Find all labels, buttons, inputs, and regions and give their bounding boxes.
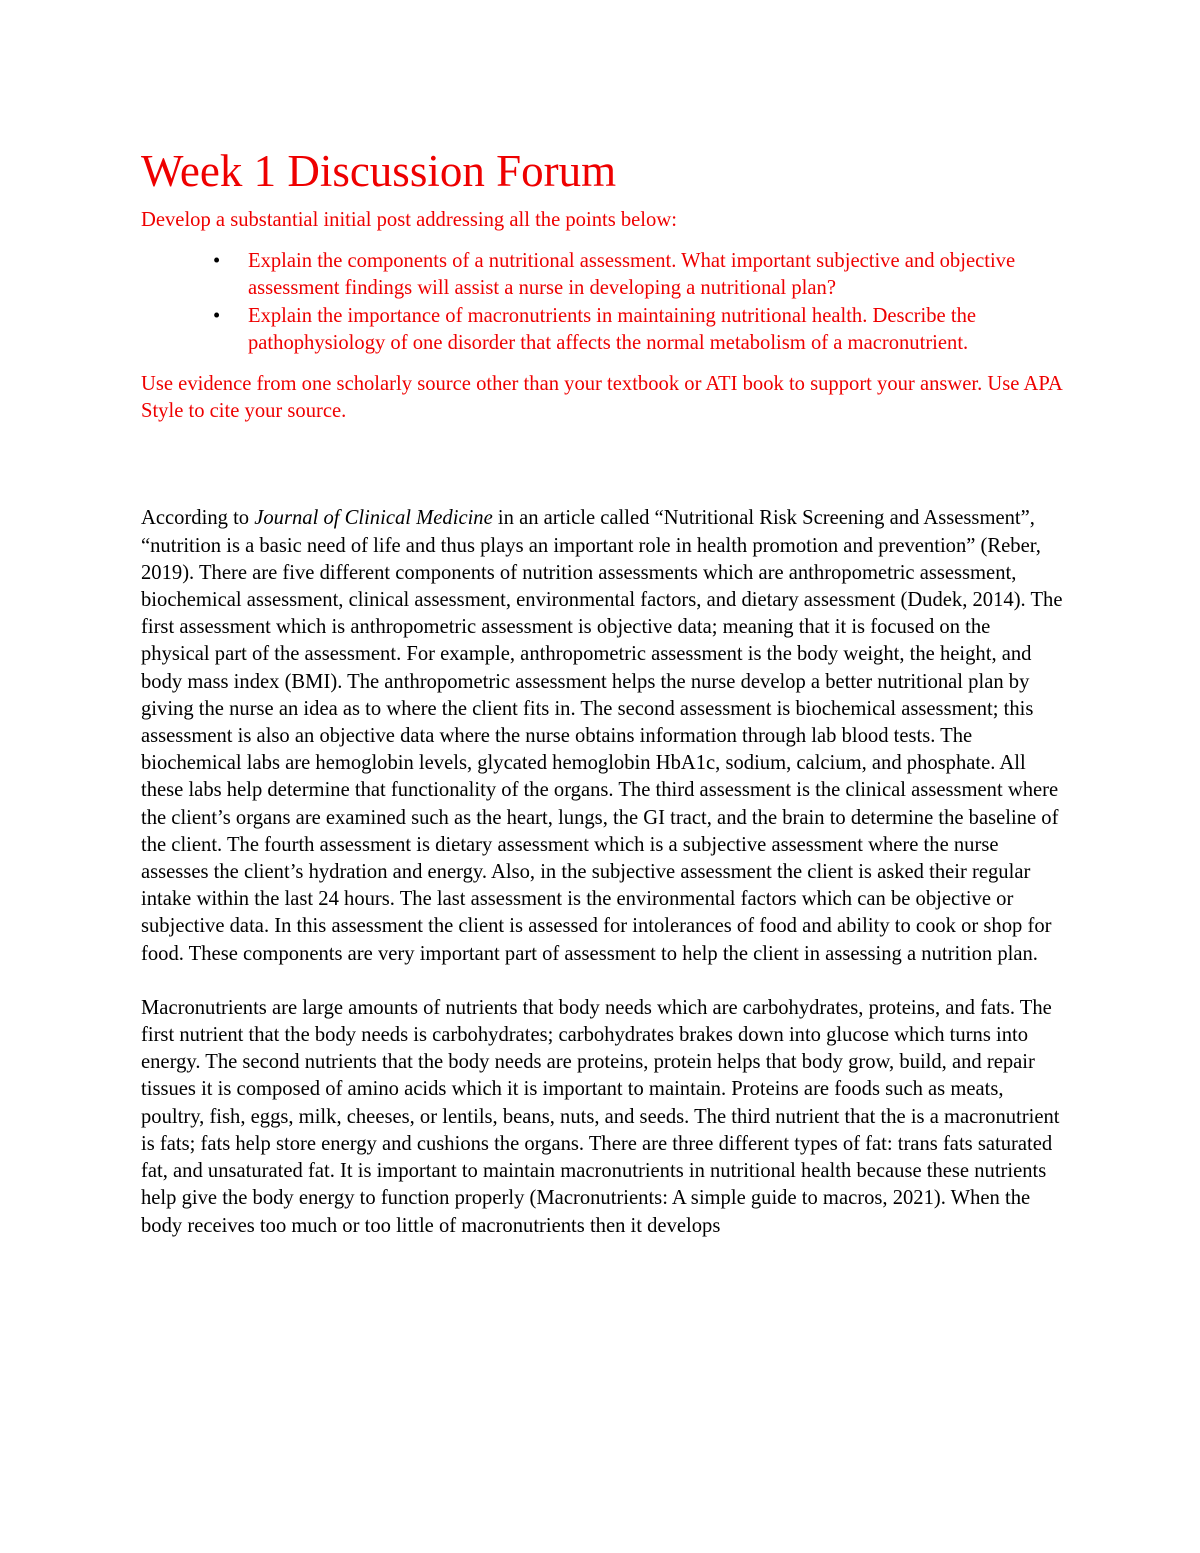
prompt-bullet-list <box>141 248 1063 357</box>
bullet-icon: • <box>213 304 221 327</box>
paragraph-rest: in an article called “Nutritional Risk Screening and Assessment”, “nutrition is a basic need of life and thus plays an important role in health promotion and prevention” (Reber, 2019). There are five different components of nutrition assessments which are anthropometric assessment, biochemical assessment, clinical assessment, environmental factors, and dietary assessment (Dudek, 2014). The first assessment which is anthropometric assessment is objective data; meaning that it is focused on the physical part of the assessment. For example, anthropometric assessment is the body weight, the height, and body mass index (BMI). The anthropometric assessment helps the nurse develop a better nutritional plan by giving the nurse an idea as to where the client fits in. The second assessment is biochemical assessment; this assessment is also an objective data where the nurse obtains information through lab blood tests. The biochemical labs are hemoglobin levels, glycated hemoglobin HbA1c, sodium, calcium, and phosphate. All these labs help determine that functionality of the organs. The third assessment is the clinical assessment where the client’s organs are examined such as the heart, lungs, the GI tract, and the brain to determine the baseline of the client. The fourth assessment is dietary assessment which is a subjective assessment where the nurse assesses the client’s hydration and energy. Also, in the subjective assessment the client is asked their regular intake within the last 24 hours. The last assessment is the environmental factors which can be objective or subjective data. In this assessment the client is assessed for intolerances of food and ability to cook or shop for food. These components are very important part of assessment to help the client in assessing a nutrition plan. <box>141 507 1063 965</box>
list-item <box>141 303 1063 357</box>
document-page <box>141 145 1063 1267</box>
body-paragraph-macronutrients: Macronutrients are large amounts of nutrients that body needs which are carbohydrates, proteins, and fats. The first nutrient that the body needs is carbohydrates; carbohydrates brakes down into glucose which turns into energy. The second nutrients that the body needs are proteins, protein helps that body grow, build, and repair tissues it is composed of amino acids which it is important to maintain. Proteins are foods such as meats, poultry, fish, eggs, milk, cheeses, or lentils, beans, nuts, and seeds. The third nutrient that the is a macronutrient is fats; fats help store energy and cushions the organs. There are three different types of fat: trans fats saturated fat, and unsaturated fat. It is important to maintain macronutrients in nutritional health because these nutrients help give the body energy to function properly (Macronutrients: A simple guide to macros, 2021). When the body receives too much or too little of macronutrients then it develops <box>141 996 1060 1237</box>
list-item <box>141 248 1063 302</box>
bullet-text: Explain the components of a nutritional assessment. What important subjective and objective assessment findings will assist a nurse in developing a nutritional plan? <box>248 250 1016 300</box>
bullet-text: Explain the importance of macronutrients in maintaining nutritional health. Describe the pathophysiology of one disorder that affects the normal metabolism of a macronutrient. <box>248 304 977 354</box>
prompt-instructions: Use evidence from one scholarly source other than your textbook or ATI book to support your answer. Use APA Style to cite your source. <box>141 373 1062 423</box>
bullet-icon: • <box>213 250 221 273</box>
prompt-intro: Develop a substantial initial post addressing all the points below: <box>141 209 677 231</box>
body-paragraph-assessment <box>141 505 1063 967</box>
journal-title: Journal of Clinical Medicine <box>254 507 493 530</box>
paragraph-lead: According to <box>141 507 255 530</box>
page-title: Week 1 Discussion Forum <box>141 146 617 196</box>
